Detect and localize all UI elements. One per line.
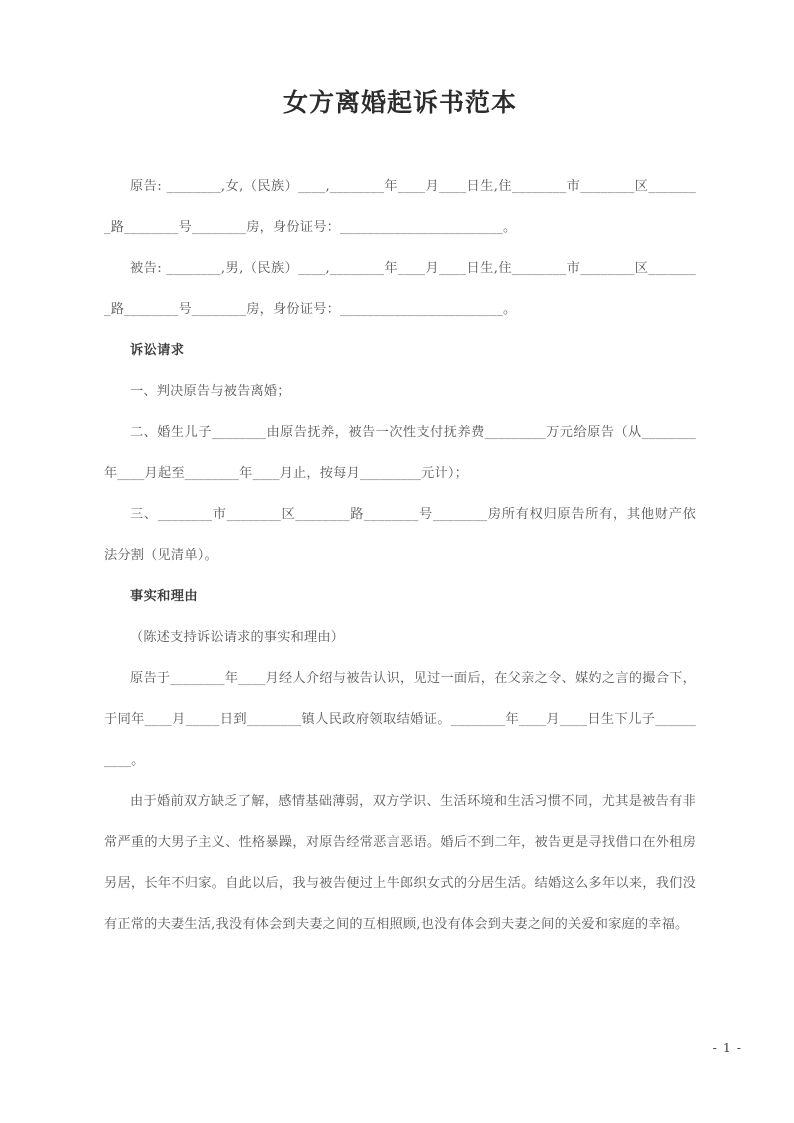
claim-item-2: 二、婚生儿子________由原告抚养，被告一次性支付抚养费_________万元给原告（从________年____月起至________年____月止，按每月_________元计）； xyxy=(104,425,696,481)
page-number: - 1 - xyxy=(712,1040,742,1055)
claim-item-3: 三、________市________区________路________号________房所有权归原告所有，其他财产依法分割（见清单）。 xyxy=(104,507,696,563)
facts-paragraph-2: 由于婚前双方缺乏了解，感情基础薄弱，双方学识、生活环境和生活习惯不同，尤其是被告有非常严重的大男子主义、性格暴躁，对原告经常恶言恶语。婚后不到二年，被告更是寻找借口在外租房另居，长年不归家。自此以后，我与被告便过上牛郎织女式的分居生活。结婚这么多年以来，我们没有正常的夫妻生活,我没有体会到夫妻之间的互相照顾,也没有体会到夫妻之间的关爱和家庭的幸福。 xyxy=(104,794,696,932)
defendant-paragraph: 被告: ________,男,（民族）____,________年____月____日生,住________市________区________路________号________房，身份证号：________________________。 xyxy=(104,261,696,317)
plaintiff-paragraph: 原告: ________,女,（民族）____,________年____月____日生,住________市________区________路________号________房，身份证号：________________________。 xyxy=(104,179,696,235)
facts-paragraph-1: 原告于________年____月经人介绍与被告认识，见过一面后，在父亲之令、媒妁之言的撮合下，于同年____月_____日到________镇人民政府领取结婚证。________年____月____日生下儿子__________。 xyxy=(104,671,696,768)
claim-item-1: 一、判决原告与被告离婚； xyxy=(130,384,291,399)
section-heading-claims: 诉讼请求 xyxy=(130,343,185,358)
page-title: 女方离婚起诉书范本 xyxy=(282,88,517,117)
facts-instruction: （陈述支持诉讼请求的事实和理由） xyxy=(130,630,345,645)
document-body xyxy=(104,0,696,945)
title-spacer xyxy=(104,118,696,166)
section-heading-facts: 事实和理由 xyxy=(130,589,198,604)
